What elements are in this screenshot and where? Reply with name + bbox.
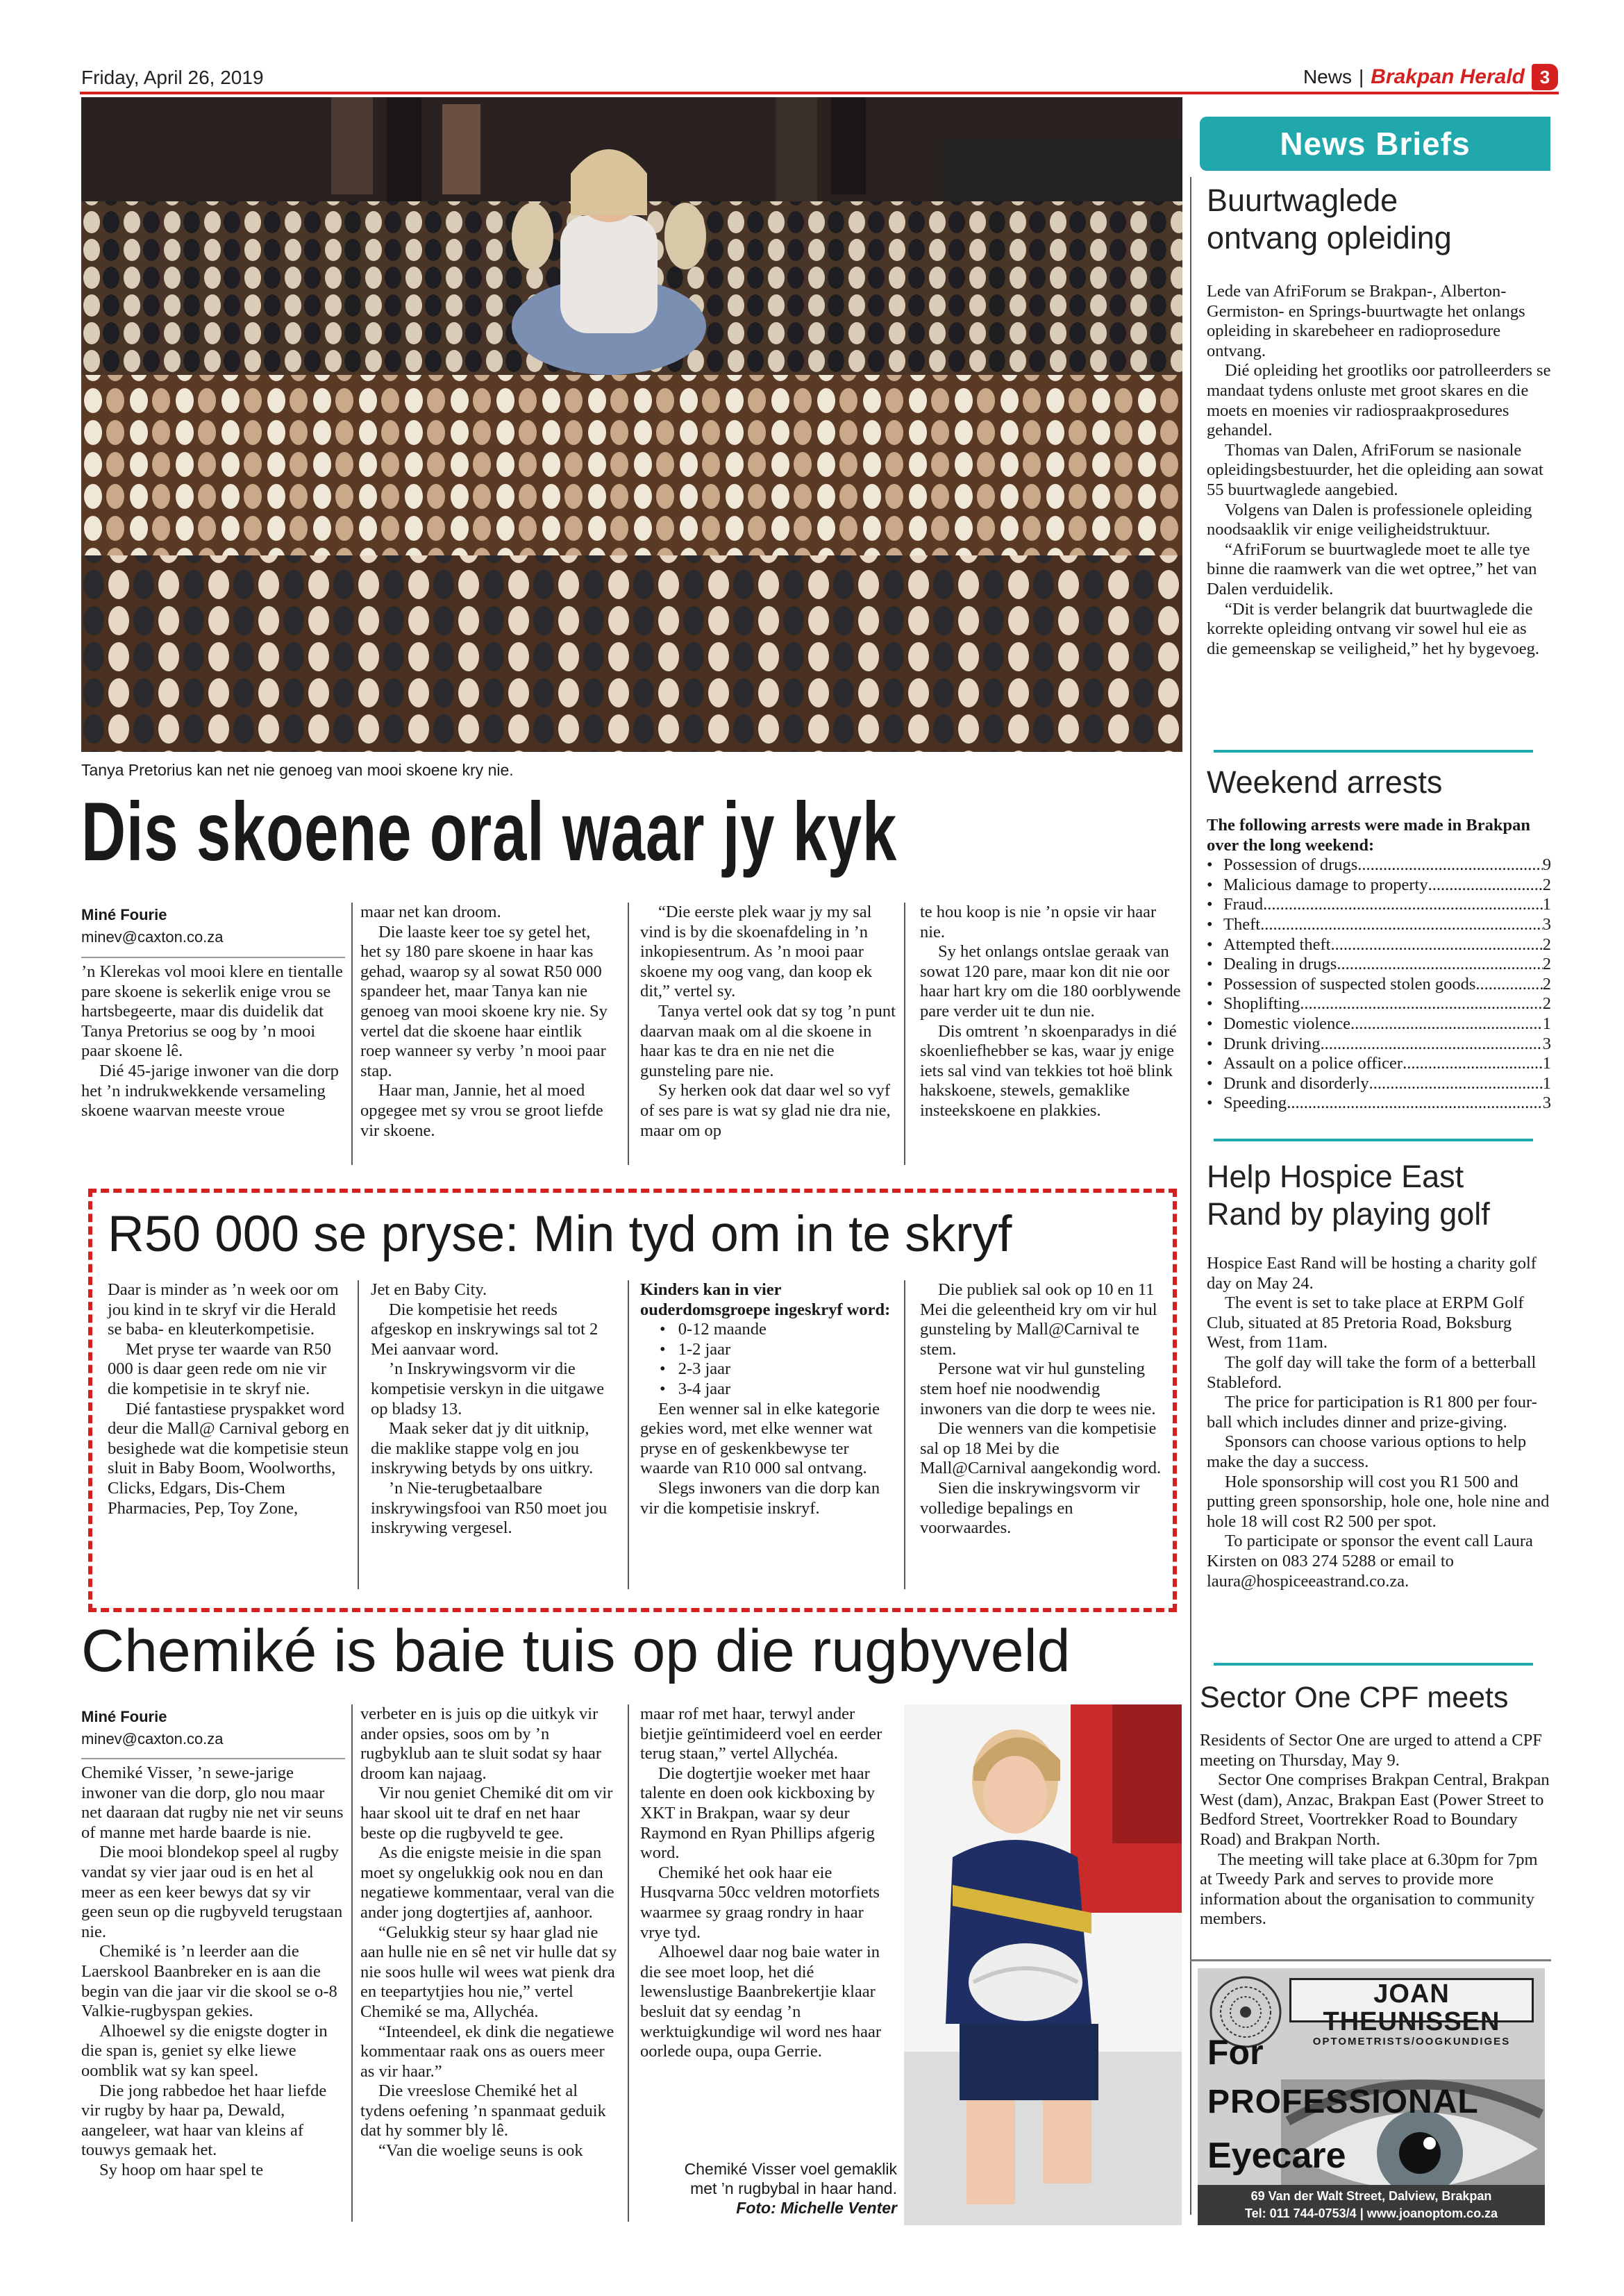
- paragraph: te hou koop is nie ’n opsie vir haar nie.: [920, 903, 1157, 941]
- shoe-col-1: [81, 962, 344, 1121]
- caption-line: met ’n rugbybal in haar hand.: [690, 2179, 897, 2197]
- rugby-headline: Chemiké is baie tuis op die rugbyveld: [81, 1618, 1071, 1684]
- shoe-col-4: [920, 903, 1182, 1121]
- brief-divider: [1214, 750, 1533, 753]
- arrest-item: [1207, 975, 1551, 995]
- rugby-col-3: [640, 1704, 897, 2062]
- arrest-item: [1207, 994, 1551, 1014]
- arrest-label: Theft: [1223, 914, 1261, 934]
- shoe-col-3: [640, 903, 897, 1141]
- arrest-count: 3: [1542, 1093, 1551, 1113]
- bullet: •: [1207, 1093, 1213, 1113]
- arrests-intro: The following arrests were made in Brakpan over the long weekend:: [1207, 816, 1530, 855]
- bullet: •: [1207, 1073, 1213, 1093]
- paragraph: Met pryse ter waarde van R50 000 is daar geen rede om nie vir die kompetisie in te skryf nie.: [108, 1339, 331, 1398]
- bullet: •: [1207, 1034, 1213, 1053]
- paragraph: ’n Inskrywingsvorm vir die kompetisie verskyn in die uitgawe op bladsy 13.: [371, 1359, 605, 1418]
- paragraph: “Van die woelige seuns is ook: [378, 2141, 583, 2161]
- arrest-count: 2: [1542, 935, 1551, 954]
- column-rule: [904, 903, 905, 1165]
- arrest-label: Drunk and disorderly: [1223, 1073, 1369, 1093]
- paragraph: Sponsors can choose various options to help make the day a success.: [1207, 1432, 1527, 1471]
- optometrist-ad: [1198, 1968, 1545, 2225]
- arrest-count: 3: [1542, 1034, 1551, 1053]
- leader-dots: [1350, 1014, 1543, 1034]
- paragraph: Residents of Sector One are urged to attend a CPF meeting on Thursday, May 9.: [1200, 1731, 1542, 1770]
- arrest-label: Shoplifting: [1223, 994, 1300, 1014]
- ad-line-1: For: [1207, 2033, 1264, 2072]
- arrest-label: Attempted theft: [1223, 935, 1331, 954]
- rugby-byline: [81, 1708, 345, 1748]
- arrest-count: 2: [1542, 875, 1551, 894]
- paragraph: “Gelukkig steur sy haar glad nie aan hulle nie en sê net vir hulle dat sy nie soos hulle wil wees wat pienk dra en teepartytjies hou nie,” vertel Chemiké se ma, Allychéa.: [360, 1922, 617, 2021]
- paragraph: ’n Nie-terugbetaalbare inskrywingsfooi van R50 moet jou inskrywing vergesel.: [371, 1478, 608, 1538]
- leader-dots: [1428, 875, 1543, 896]
- list-item: • 1-2 jaar: [660, 1339, 731, 1359]
- paragraph: Alhoewel daar nog baie water in die see moet loop, het dié lewenslustige Baanbrekertjie klaar besluit dat sy eendag ’n werktuigkundige wil word nes haar oorlede oupa, oupa Gerrie.: [640, 1943, 881, 2061]
- paragraph: Sy hoop om haar spel te: [99, 2160, 264, 2179]
- paragraph: maar net kan droom.: [360, 903, 501, 921]
- paragraph: Die mooi blondekop speel al rugby vandat sy vier jaar oud is en het al meer as een keer bewys dat sy vir geen seun op die rugbyveld terugstaan nie.: [81, 1843, 343, 1941]
- arrest-label: Malicious damage to property: [1223, 875, 1428, 894]
- bullet: •: [1207, 914, 1213, 934]
- arrest-count: 1: [1542, 895, 1551, 914]
- arrest-item: [1207, 915, 1551, 935]
- contest-col-3: [640, 1280, 897, 1518]
- rugby-author-email: minev@caxton.co.za: [81, 1730, 224, 1748]
- arrest-label: Dealing in drugs: [1223, 955, 1337, 974]
- rugby-photo-caption: [640, 2159, 897, 2218]
- section-separator: |: [1358, 66, 1364, 87]
- arrest-item: [1207, 1034, 1551, 1055]
- paragraph: Dié 45-jarige inwoner van die dorp het ’n indrukwekkende versameling skoene waarvan meeste vroue: [81, 1061, 339, 1121]
- leader-dots: [1403, 1054, 1543, 1074]
- paragraph: Sy herken ook dat daar wel so vyf of ses pare is wat sy glad nie dra nie, maar om op: [640, 1081, 891, 1140]
- paragraph: Sy het onlangs ontslae geraak van sowat 120 pare, maar kon dit nie oor haar hart kry om die 180 oorblywende pare verder uit te dun nie.: [920, 942, 1181, 1021]
- bullet: •: [1207, 935, 1213, 954]
- arrest-count: 2: [1542, 994, 1551, 1014]
- arrest-item: [1207, 855, 1551, 875]
- rugby-col-1: [81, 1763, 345, 2180]
- column-rule: [628, 1280, 629, 1589]
- paragraph: verbeter en is juis op die uitkyk vir ander opsies, soos om by ’n rugbyklub aan te sluit sodat sy haar droom kan najaag.: [360, 1704, 602, 1783]
- bullet: •: [1207, 875, 1213, 894]
- paragraph: Daar is minder as ’n week oor om jou kind in te skryf vir die Herald se baba- en kleuterkompetisie.: [108, 1280, 339, 1339]
- column-rule: [351, 1704, 353, 2222]
- list-item: • 2-3 jaar: [660, 1359, 731, 1379]
- column-rule: [351, 903, 353, 1165]
- leader-dots: [1337, 955, 1542, 975]
- arrest-item: [1207, 1074, 1551, 1094]
- brief-1-body: [1207, 282, 1551, 659]
- paragraph: Alhoewel sy die enigste dogter in die span is, geniet sy elke liewe oomblik wat sy kan speel.: [81, 2021, 328, 2080]
- shoe-photo-caption: Tanya Pretorius kan net nie genoeg van mooi skoene kry nie.: [81, 761, 514, 779]
- news-briefs-tab: News Briefs: [1200, 117, 1550, 171]
- rugby-byline-rule: [81, 1758, 345, 1759]
- paragraph: Lede van AfriForum se Brakpan-, Alberton-Germiston- en Springs-buurtwagte het onlangs opleiding in skarebeheer en radioprosedure ontvang.: [1207, 282, 1525, 360]
- ad-footer: [1198, 2185, 1545, 2225]
- paragraph: Die publiek sal ook op 10 en 11 Mei die geleentheid kry om vir hul gunsteling by Mall@Carnival te stem.: [920, 1280, 1157, 1359]
- paragraph: Die wenners van die kompetisie sal op 18 Mei by die Mall@Carnival aangekondig word.: [920, 1419, 1162, 1478]
- leader-dots: [1330, 935, 1542, 955]
- paragraph: To participate or sponsor the event call Laura Kirsten on 083 274 5288 or email to laura@hospiceeastrand.co.za.: [1207, 1532, 1533, 1591]
- masthead: [1303, 64, 1558, 90]
- bullet: •: [1207, 855, 1213, 875]
- ad-subtitle: OPTOMETRISTS/OOGKUNDIGES: [1312, 2036, 1511, 2047]
- arrest-count: 2: [1542, 974, 1551, 994]
- contest-col-2: [371, 1280, 614, 1539]
- shoe-headline: Dis skoene oral waar jy kyk: [81, 785, 898, 878]
- ad-contact: Tel: 011 744-0753/4 | www.joanoptom.co.za: [1244, 2206, 1498, 2220]
- brief-divider: [1214, 1663, 1533, 1666]
- paragraph: The event is set to take place at ERPM Golf Club, situated at 85 Pretoria Road, Boksburg West, from 11am.: [1207, 1293, 1524, 1352]
- paragraph: Dié opleiding het grootliks oor patrolleerders se mandaat tydens onluste met groot skares en die moets en moenies vir radiospraakprosedures gehandel.: [1207, 361, 1551, 440]
- column-rule: [628, 1704, 629, 2222]
- bullet: •: [1207, 974, 1213, 994]
- column-rule: [904, 1280, 905, 1589]
- rugby-author: Miné Fourie: [81, 1708, 167, 1725]
- paragraph: Dié fantastiese pryspakket word deur die Mall@ Carnival geborg en besighede wat die kompetisie steun sluit in Baby Boom, Woolworths, Clicks, Edgars, Dis-Chem Pharmacies, Pep, Toy Zone,: [108, 1399, 350, 1518]
- paragraph: Die vreeslose Chemiké het al tydens oefening ’n spanmaat geduik dat hy sommer bly lê.: [360, 2081, 606, 2140]
- paragraph: Sien die inskrywingsvorm vir volledige bepalings en voorwaardes.: [920, 1478, 1140, 1538]
- age-group: 0-12 maande: [678, 1320, 767, 1339]
- paragraph: Dis omtrent ’n skoenparadys in dié skoenliefhebber se kas, waar jy enige iets sal vind van tekkies tot hoë blink hakskoene, stewels, gemaklike insteekskoene en plakkies.: [920, 1021, 1177, 1120]
- header-rule: [80, 92, 1559, 94]
- paragraph: “Dit is verder belangrik dat buurtwaglede die korrekte opleiding ontvang vir sowel hul eie as die gemeenskap se veiligheid,” het hy bygevoeg.: [1207, 599, 1539, 658]
- paragraph: Die kompetisie het reeds afgeskop en inskrywings sal tot 2 Mei aanvaar word.: [371, 1300, 598, 1359]
- paragraph: “AfriForum se buurtwaglede moet te alle tye binne die raamwerk van die wet optree,” het van Dalen verduidelik.: [1207, 539, 1537, 598]
- paragraph: The price for participation is R1 800 per four-ball which includes dinner and prize-giving.: [1207, 1393, 1537, 1432]
- paragraph: Een wenner sal in elke kategorie gekies word, met elke wenner wat pryse en of geskenkbewyse ter waarde van R10 000 sal ontvang.: [640, 1399, 880, 1478]
- ad-brand-box: [1289, 1978, 1534, 2047]
- brief-1-heading: Buurtwaglede ontvang opleiding: [1207, 183, 1452, 255]
- ad-line-3: Eyecare: [1207, 2136, 1346, 2176]
- paragraph: maar rof met haar, terwyl ander bietjie geïntimideerd voel en eerder terug staan,” vertel Allychéa.: [640, 1704, 882, 1763]
- shoe-headline-box: [81, 783, 1178, 880]
- age-groups-heading: Kinders kan in vier ouderdomsgroepe ingeskryf word:: [640, 1280, 891, 1319]
- leader-dots: [1357, 855, 1542, 875]
- paragraph: Jet en Baby City.: [371, 1280, 487, 1299]
- arrest-count: 9: [1542, 855, 1551, 875]
- brief-2-body: [1207, 816, 1551, 1114]
- age-group: 2-3 jaar: [678, 1359, 731, 1379]
- column-rule: [358, 1280, 359, 1589]
- arrest-count: 1: [1542, 1073, 1551, 1093]
- brief-2-heading: Weekend arrests: [1207, 764, 1443, 800]
- age-group-list: [640, 1320, 897, 1399]
- shoe-byline-rule: [81, 957, 345, 958]
- bullet: •: [1207, 1054, 1213, 1073]
- leader-dots: [1475, 975, 1542, 995]
- arrest-item: [1207, 1093, 1551, 1114]
- leader-dots: [1369, 1074, 1543, 1094]
- paragraph: Haar man, Jannie, het al moed opgegee met sy vrou se groot liefde vir skoene.: [360, 1081, 603, 1140]
- ad-line-2: PROFESSIONAL: [1207, 2084, 1479, 2120]
- paragraph: Hospice East Rand will be hosting a charity golf day on May 24.: [1207, 1254, 1537, 1293]
- leader-dots: [1260, 915, 1543, 935]
- caption-line: Chemiké Visser voel gemaklik: [684, 2160, 897, 2178]
- ad-address: 69 Van der Walt Street, Dalview, Brakpan: [1250, 2189, 1492, 2203]
- bullet: •: [1207, 895, 1213, 914]
- paragraph: Maak seker dat jy dit uitknip, die maklike stappe volg en jou inskrywing betyds by ons uitkry.: [371, 1419, 594, 1478]
- paragraph: Tanya vertel ook dat sy tog ’n punt daarvan maak om al die skoene in haar kas te dra en nie net die gunsteling pare nie.: [640, 1001, 896, 1080]
- column-rule: [628, 903, 629, 1165]
- arrest-label: Possession of suspected stolen goods: [1223, 974, 1476, 994]
- page-number: 3: [1532, 64, 1558, 90]
- paragraph: The golf day will take the form of a betterball Stableford.: [1207, 1352, 1537, 1392]
- paragraph: Volgens van Dalen is professionele opleiding noodsaaklik vir enige veiligheidstruktuur.: [1207, 500, 1532, 539]
- arrest-item: [1207, 875, 1551, 896]
- paragraph: Chemiké het ook haar eie Husqvarna 50cc veldren motorfiets waarmee sy graag rondry in haar vrye tyd.: [640, 1863, 880, 1942]
- contest-headline: R50 000 se pryse: Min tyd om in te skryf: [108, 1206, 1012, 1262]
- paragraph: Die jong rabbedoe het haar liefde vir rugby by haar pa, Dewald, aangeleer, wat haar van kleins af touwys gemaak het.: [81, 2081, 327, 2160]
- leader-dots: [1263, 895, 1543, 915]
- arrest-label: Possession of drugs: [1223, 855, 1358, 875]
- arrests-list: [1207, 855, 1551, 1114]
- sidebar-rule: [1190, 177, 1191, 2215]
- list-item: • 0-12 maande: [660, 1320, 767, 1339]
- contest-col-4: [920, 1280, 1163, 1539]
- arrest-item: [1207, 1054, 1551, 1074]
- contest-col-1: [108, 1280, 351, 1518]
- bullet: •: [1207, 1014, 1213, 1033]
- paragraph: Hole sponsorship will cost you R1 500 and putting green sponsorship, hole one, hole nine and hole 18 will cost R2 500 per spot.: [1207, 1472, 1550, 1531]
- paragraph: “Inteendeel, ek dink die negatiewe kommentaar raak ons as ouers meer as vir haar.”: [360, 2022, 614, 2081]
- paragraph: ’n Klerekas vol mooi klere en tientalle pare skoene is sekerlik enige vrou se hartsbegeerte, maar dis duidelik dat Tanya Pretorius se oog by ’n mooi paar skoene lê.: [81, 962, 343, 1061]
- arrest-count: 2: [1542, 955, 1551, 974]
- bullet: •: [1207, 994, 1213, 1014]
- arrest-label: Domestic violence: [1223, 1014, 1351, 1033]
- leader-dots: [1321, 1034, 1543, 1055]
- paragraph: “Die eerste plek waar jy my sal vind is by die skoenafdeling in ’n inkopiesentrum. As ’n mooi paar skoene my oog vang, dan koop ek dit,” vertel sy.: [640, 903, 873, 1001]
- rugby-player-photo: [904, 1704, 1182, 2225]
- issue-date: Friday, April 26, 2019: [81, 67, 264, 88]
- arrest-item: [1207, 935, 1551, 955]
- shoe-collection-photo: [81, 97, 1182, 752]
- photo-credit: Foto: Michelle Venter: [736, 2199, 897, 2217]
- arrest-count: 3: [1542, 914, 1551, 934]
- arrest-label: Speeding: [1223, 1093, 1287, 1113]
- newspaper-brand: Brakpan Herald: [1371, 65, 1525, 88]
- paragraph: Vir nou geniet Chemiké dit om vir haar skool uit te draf en net haar beste op die rugbyveld te gee.: [360, 1784, 613, 1843]
- paragraph: Die laaste keer toe sy getel het, het sy 180 pare skoene in haar kas gehad, waarop sy al sowat R50 000 spandeer het, maar Tanya kan nie genoeg van mooi skoene kry nie. Sy vertel dat die skoene haar eintlik roep wanneer sy verby ’n mooi paar stap.: [360, 922, 608, 1080]
- arrest-label: Assault on a police officer: [1223, 1054, 1403, 1073]
- paragraph: Chemiké is ’n leerder aan die Laerskool Baanbreker en is aan die begin van die jaar vir die skool se o-8 Valkie-rugbyspan gekies.: [81, 1942, 337, 2021]
- arrest-label: Drunk driving: [1223, 1034, 1321, 1053]
- arrest-item: [1207, 1014, 1551, 1034]
- arrest-item: [1207, 955, 1551, 975]
- section-label: News: [1303, 66, 1352, 87]
- arrest-item: [1207, 895, 1551, 915]
- arrest-count: 1: [1542, 1014, 1551, 1033]
- leader-dots: [1287, 1093, 1543, 1114]
- shoe-col-2: [360, 903, 614, 1141]
- paragraph: The meeting will take place at 6.30pm for 7pm at Tweedy Park and serves to provide more information about the organisation to community members.: [1200, 1850, 1538, 1929]
- age-group: 3-4 jaar: [678, 1379, 731, 1398]
- shoe-author-email: minev@caxton.co.za: [81, 928, 224, 946]
- ad-brand: JOAN THEUNISSEN: [1323, 1979, 1500, 2036]
- paragraph: Die dogtertjie woeker met haar talente en doen ook kickboxing by XKT in Brakpan, waar sy deur Raymond en Ryan Phillips afgerig word.: [640, 1763, 876, 1863]
- brief-4-body: [1200, 1731, 1551, 1929]
- brief-divider: [1214, 1139, 1533, 1141]
- arrest-label: Fraud: [1223, 895, 1264, 914]
- paragraph: Chemiké Visser, ’n sewe-jarige inwoner van die dorp, glo nou maar net daaraan dat rugby nie net vir seuns of manne met harde baarde is nie.: [81, 1763, 344, 1842]
- brief-3-heading: Help Hospice East Rand by playing golf: [1207, 1159, 1490, 1232]
- brief-3-body: [1207, 1254, 1551, 1591]
- paragraph: As die enigste meisie in die span moet sy ongelukkig ook nou en dan negatiewe kommentaar, veral van die ander jong dogtertjies af, aanhoor.: [360, 1843, 614, 1922]
- arrest-count: 1: [1542, 1054, 1551, 1073]
- paragraph: Thomas van Dalen, AfriForum se nasionale opleidingsbestuurder, het die opleiding aan sowat 55 buurtwaglede aangebied.: [1207, 440, 1543, 499]
- shoe-byline: [81, 906, 345, 946]
- rugby-col-2: [360, 1704, 617, 2161]
- brief-4-heading: Sector One CPF meets: [1200, 1681, 1509, 1714]
- paragraph: Sector One comprises Brakpan Central, Brakpan West (dam), Anzac, Brakpan East (Power Street to Bedford Street, Voortrekker Road to Boundary Road) and Brakpan North.: [1200, 1770, 1550, 1849]
- bullet: •: [1207, 955, 1213, 974]
- shoe-author: Miné Fourie: [81, 906, 167, 923]
- paragraph: Persone wat vir hul gunsteling stem hoef nie noodwendig inwoners van die dorp te wees nie.: [920, 1359, 1156, 1418]
- leader-dots: [1300, 994, 1542, 1014]
- age-group: 1-2 jaar: [678, 1339, 731, 1359]
- brief-divider: [1190, 1959, 1551, 1961]
- list-item: • 3-4 jaar: [660, 1379, 731, 1398]
- paragraph: Slegs inwoners van die dorp kan vir die kompetisie inskryf.: [640, 1478, 880, 1518]
